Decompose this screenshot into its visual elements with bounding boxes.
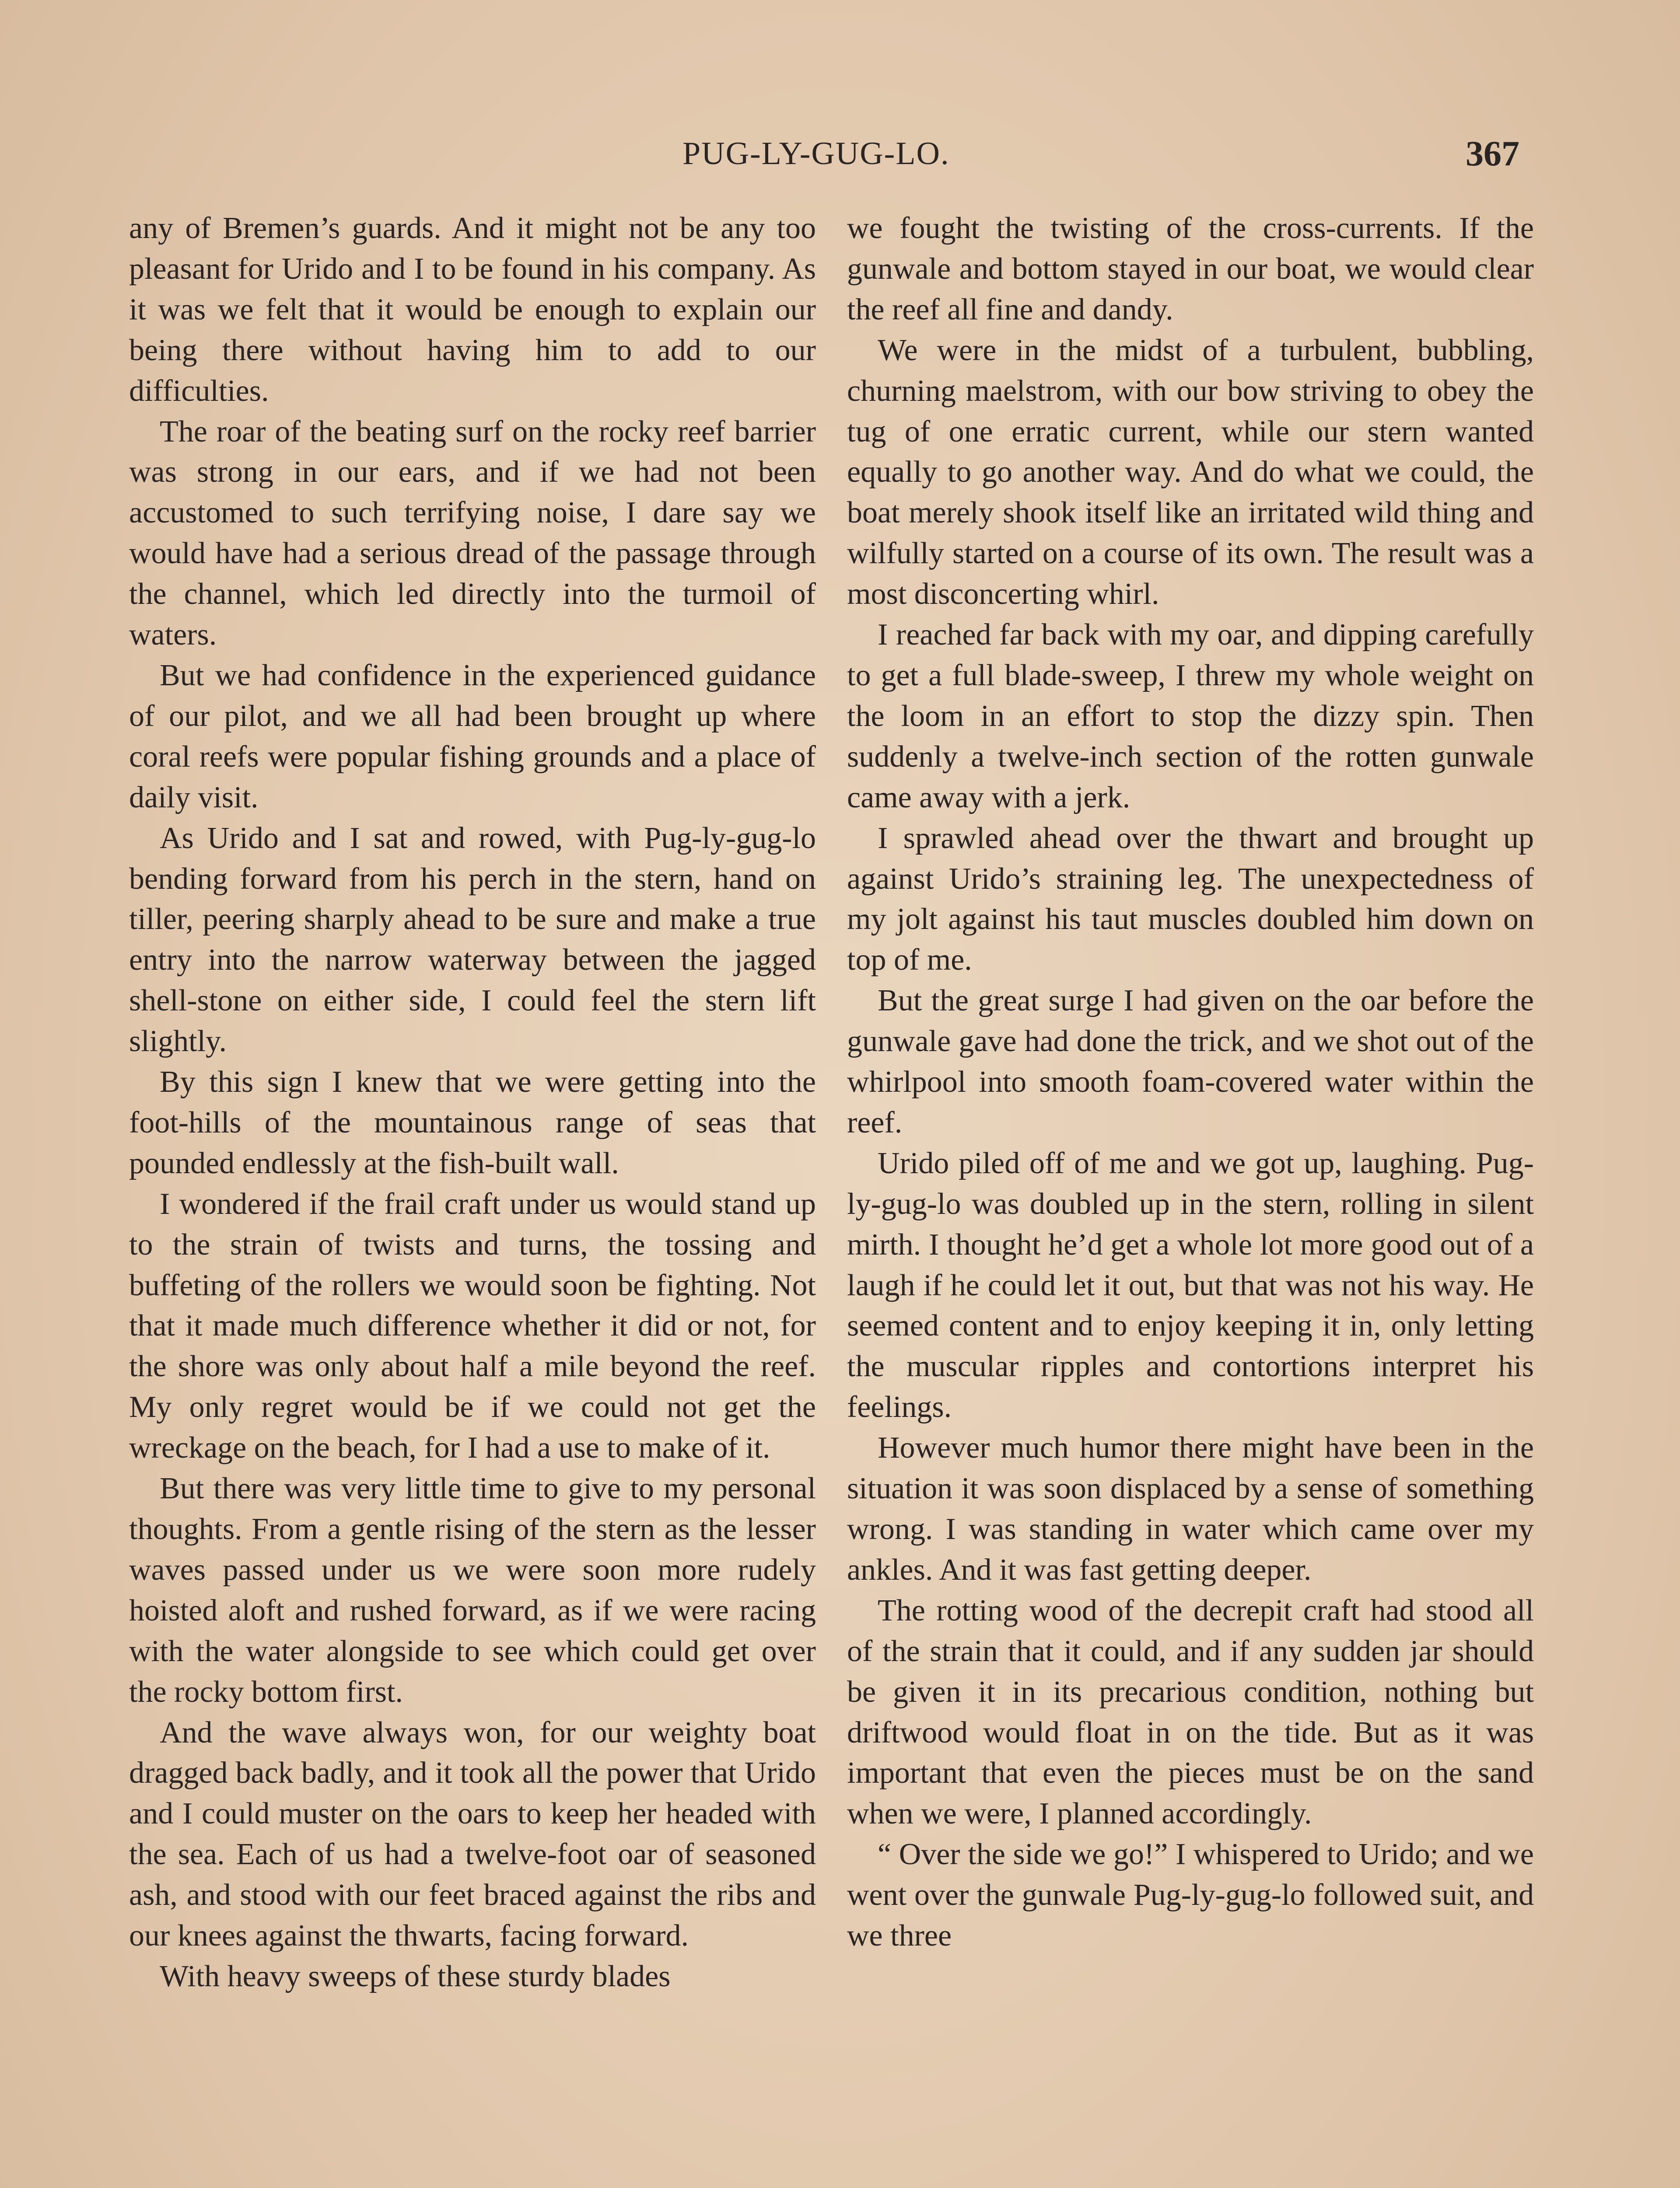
right-column	[847, 208, 1534, 1957]
page-number: 367	[1466, 133, 1519, 173]
paragraph: I sprawled ahead over the thwart and brought up against Urido’s straining leg. The unexpectedness of my jolt against his taut muscles doubled him down on top of me.	[847, 821, 1534, 977]
paragraph: I reached far back with my oar, and dipping carefully to get a full blade-sweep, I threw my whole weight on the loom in an effort to stop the dizzy spin. Then suddenly a twelve-inch section of the rotten gunwale came away with a jerk.	[847, 618, 1534, 814]
running-head	[0, 130, 1680, 178]
paragraph: Urido piled off of me and we got up, laughing. Pug-ly-gug-lo was doubled up in the stern, rolling in silent mirth. I thought he’d get a whole lot more good out of a laugh if he could let it out, but that was not his way. He seemed content and to enjoy keeping it in, only letting the muscular ripples and contortions interpret his feelings.	[847, 1146, 1534, 1424]
paragraph: By this sign I knew that we were getting into the foot-hills of the mountainous range of seas that pounded endlessly at the fish-built wall.	[129, 1065, 816, 1180]
left-column	[129, 208, 816, 1997]
paragraph: And the wave always won, for our weighty boat dragged back badly, and it took all the power that Urido and I could muster on the oars to keep her headed with the sea. Each of us had a twelve-foot oar of seasoned ash, and stood with our feet braced against the ribs and our knees against the thwarts, facing forward.	[129, 1715, 816, 1953]
paragraph: We were in the midst of a turbulent, bubbling, churning maelstrom, with our bow striving to obey the tug of one erratic current, while our stern wanted equally to go another way. And do what we could, the boat merely shook itself like an irritated wild thing and wilfully started on a course of its own. The result was a most disconcerting whirl.	[847, 333, 1534, 611]
paragraph: With heavy sweeps of these sturdy blades	[160, 1959, 671, 1993]
paragraph: But there was very little time to give to my personal thoughts. From a gentle rising of the stern as the lesser waves passed under us we were soon more rudely hoisted aloft and rushed forward, as if we were racing with the water alongside to see which could get over the rocky bottom first.	[129, 1472, 816, 1709]
paragraph: The roar of the beating surf on the rocky reef barrier was strong in our ears, and if we had not been accustomed to such terrifying noise, I dare say we would have had a serious dread of the passage through the channel, which led directly into the turmoil of waters.	[129, 414, 816, 652]
paragraph: But we had confidence in the experienced guidance of our pilot, and we all had been brought up where coral reefs were popular fishing grounds and a place of daily visit.	[129, 658, 816, 814]
paragraph: However much humor there might have been in the situation it was soon displaced by a sense of something wrong. I was standing in water which came over my ankles. And it was fast getting deeper.	[847, 1431, 1534, 1587]
paragraph: we fought the twisting of the cross-currents. If the gunwale and bottom stayed in our boat, we would clear the reef all fine and dandy.	[847, 211, 1534, 326]
paragraph: I wondered if the frail craft under us would stand up to the strain of twists and turns, the tossing and buffeting of the rollers we would soon be fighting. Not that it made much difference whether it did or not, for the shore was only about half a mile beyond the reef. My only regret would be if we could not get the wreckage on the beach, for I had a use to make of it.	[129, 1187, 816, 1465]
paragraph: As Urido and I sat and rowed, with Pug-ly-gug-lo bending forward from his perch in the stern, hand on tiller, peering sharply ahead to be sure and make a true entry into the narrow waterway between the jagged shell-stone on either side, I could feel the stern lift slightly.	[129, 821, 816, 1059]
paragraph: But the great surge I had given on the oar before the gunwale gave had done the trick, and we shot out of the whirlpool into smooth foam-covered water within the reef.	[847, 984, 1534, 1140]
paragraph: “ Over the side we go!” I whispered to Urido; and we went over the gunwale Pug-ly-gug-lo followed suit, and we three	[847, 1837, 1534, 1953]
paragraph: any of Bremen’s guards. And it might not be any too pleasant for Urido and I to be found in his company. As it was we felt that it would be enough to explain our being there without having him to add to our difficulties.	[129, 211, 816, 408]
running-title: PUG-LY-GUG-LO.	[682, 136, 950, 172]
paragraph: The rotting wood of the decrepit craft had stood all of the strain that it could, and if any sudden jar should be given it in its precarious condition, nothing but driftwood would float in on the tide. But as it was important that even the pieces must be on the sand when we were, I planned accordingly.	[847, 1593, 1534, 1831]
